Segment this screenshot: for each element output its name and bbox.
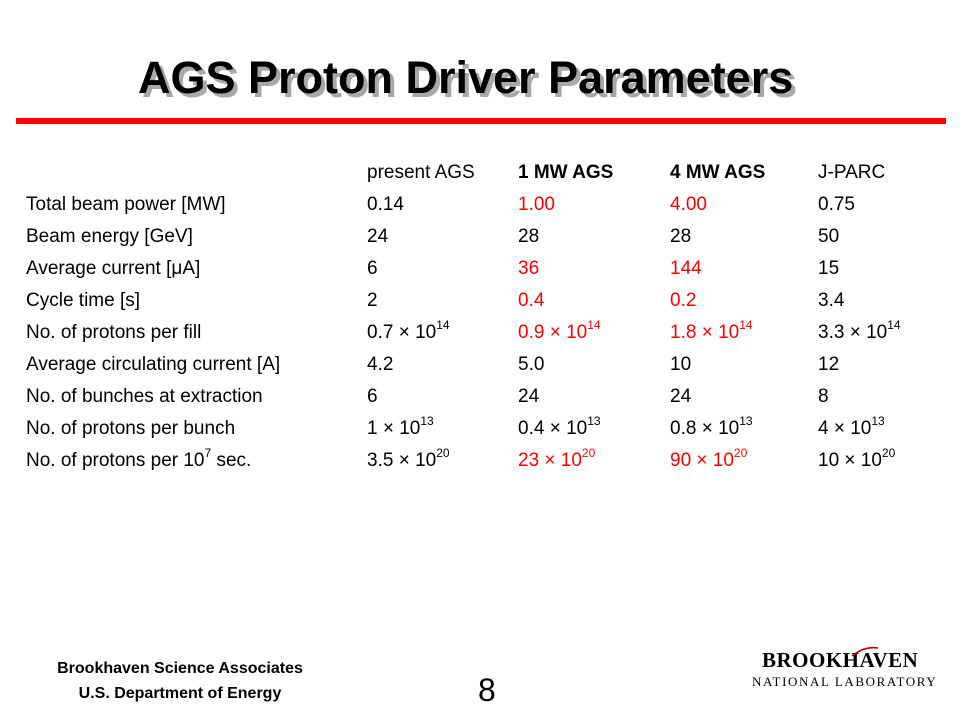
table-row xyxy=(0,350,960,380)
cell-jparc: 0.75 xyxy=(818,194,855,215)
value-exponent: 14 xyxy=(436,317,450,332)
cell-present-ags xyxy=(367,446,450,476)
value-base: 90 × 10 xyxy=(670,450,734,471)
row-label xyxy=(26,446,251,476)
cell-present-ags xyxy=(367,318,450,348)
row-label: Beam energy [GeV] xyxy=(26,226,193,247)
cell-present-ags: 2 xyxy=(367,290,378,311)
cell-1mw-ags: 24 xyxy=(518,386,540,407)
logo-subtitle: NATIONAL LABORATORY xyxy=(752,674,938,689)
row-label-text: No. of protons per 10 xyxy=(26,450,205,471)
value-exponent: 13 xyxy=(871,413,885,428)
value-exponent: 20 xyxy=(733,445,748,460)
logo-wordmark: BROOKHAVEN xyxy=(762,648,919,672)
value-base: 4 × 10 xyxy=(818,418,872,439)
logo-swoosh-icon xyxy=(850,646,880,658)
table-row xyxy=(0,222,960,252)
cell-jparc xyxy=(818,446,895,476)
cell-4mw-ags: 24 xyxy=(670,386,692,407)
value-exponent: 20 xyxy=(436,445,450,460)
header-jparc: J-PARC xyxy=(818,162,886,183)
cell-4mw-ags xyxy=(670,414,753,444)
value-exponent: 14 xyxy=(587,317,601,332)
cell-4mw-ags: 0.2 xyxy=(670,290,697,311)
cell-1mw-ags xyxy=(518,318,601,348)
cell-1mw-ags: 5.0 xyxy=(518,354,545,375)
value-exponent: 20 xyxy=(881,445,896,460)
cell-jparc: 50 xyxy=(818,226,840,247)
cell-4mw-ags xyxy=(670,318,753,348)
row-label: No. of protons per fill xyxy=(26,322,202,343)
cell-present-ags xyxy=(367,414,434,444)
row-label: Average circulating current [A] xyxy=(26,354,281,375)
cell-present-ags: 24 xyxy=(367,226,389,247)
row-label: No. of bunches at extraction xyxy=(26,386,263,407)
value-exponent: 14 xyxy=(739,317,753,332)
cell-1mw-ags: 1.00 xyxy=(518,194,555,215)
mu-symbol: μ xyxy=(171,258,183,279)
cell-1mw-ags xyxy=(518,446,595,476)
cell-present-ags: 6 xyxy=(367,258,378,279)
header-4mw-ags: 4 MW AGS xyxy=(670,162,766,183)
value-base: 3.5 × 10 xyxy=(367,450,437,471)
row-label xyxy=(26,254,200,284)
value-base: 0.9 × 10 xyxy=(518,322,588,343)
value-base: 23 × 10 xyxy=(518,450,582,471)
header-1mw-ags: 1 MW AGS xyxy=(518,162,614,183)
value-exponent: 13 xyxy=(587,413,601,428)
header-present-ags: present AGS xyxy=(367,162,475,183)
value-base: 10 × 10 xyxy=(818,450,882,471)
row-label-unit: A] xyxy=(182,258,201,279)
row-label: Total beam power [MW] xyxy=(26,194,226,215)
page-title: AGS Proton Driver Parameters xyxy=(138,52,794,103)
brookhaven-logo xyxy=(750,646,940,692)
value-base: 3.3 × 10 xyxy=(818,322,888,343)
value-base: 0.4 × 10 xyxy=(518,418,588,439)
cell-1mw-ags xyxy=(518,414,601,444)
cell-jparc xyxy=(818,318,901,348)
row-label-text: Average current [ xyxy=(26,258,172,279)
page-number: 8 xyxy=(478,672,496,708)
cell-jparc xyxy=(818,414,885,444)
cell-4mw-ags: 4.00 xyxy=(670,194,707,215)
value-exponent: 13 xyxy=(739,413,753,428)
cell-4mw-ags: 144 xyxy=(670,258,702,279)
value-base: 1 × 10 xyxy=(367,418,421,439)
label-exponent: 7 xyxy=(204,445,212,460)
value-exponent: 13 xyxy=(420,413,434,428)
value-base: 1.8 × 10 xyxy=(670,322,740,343)
table-row xyxy=(0,446,960,476)
footer-organization xyxy=(20,656,340,706)
table-row xyxy=(0,254,960,284)
cell-4mw-ags xyxy=(670,446,747,476)
cell-present-ags: 4.2 xyxy=(367,354,394,375)
cell-1mw-ags: 0.4 xyxy=(518,290,545,311)
cell-4mw-ags: 28 xyxy=(670,226,692,247)
value-exponent: 20 xyxy=(581,445,596,460)
row-label: Cycle time [s] xyxy=(26,290,141,311)
cell-4mw-ags: 10 xyxy=(670,354,692,375)
footer-org-line1: Brookhaven Science Associates xyxy=(57,660,303,677)
value-base: 0.8 × 10 xyxy=(670,418,740,439)
table-header-row xyxy=(0,158,960,188)
cell-present-ags: 0.14 xyxy=(367,194,404,215)
row-label-unit: sec. xyxy=(211,450,252,471)
table-row xyxy=(0,318,960,348)
cell-jparc: 12 xyxy=(818,354,840,375)
cell-jparc: 8 xyxy=(818,386,829,407)
table-row xyxy=(0,382,960,412)
footer-org-line2: U.S. Department of Energy xyxy=(78,685,282,702)
value-base: 0.7 × 10 xyxy=(367,322,437,343)
cell-1mw-ags: 28 xyxy=(518,226,540,247)
cell-jparc: 3.4 xyxy=(818,290,845,311)
table-row xyxy=(0,414,960,444)
row-label: No. of protons per bunch xyxy=(26,418,236,439)
cell-1mw-ags: 36 xyxy=(518,258,540,279)
table-row xyxy=(0,286,960,316)
cell-present-ags: 6 xyxy=(367,386,378,407)
cell-jparc: 15 xyxy=(818,258,840,279)
value-exponent: 14 xyxy=(887,317,901,332)
table-row xyxy=(0,190,960,220)
